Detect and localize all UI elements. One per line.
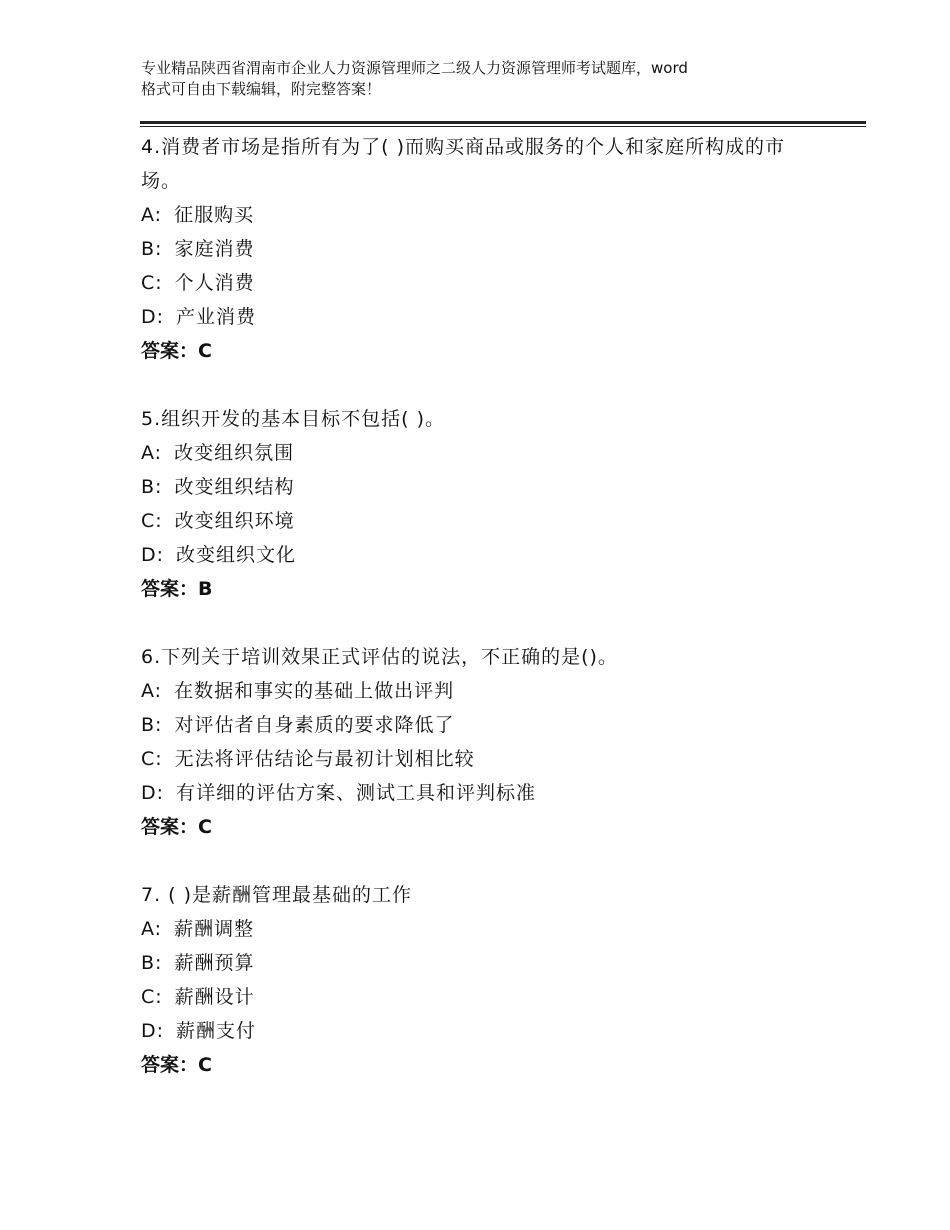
document-header: [141, 58, 841, 100]
option-text: 薪酬调整: [174, 918, 255, 940]
option-text: 个人消费: [174, 272, 255, 294]
option-label: C:: [141, 748, 163, 770]
question-stem: 6.下列关于培训效果正式评估的说法，不正确的是()。: [141, 646, 618, 668]
option-label: B:: [141, 476, 163, 498]
option-a: [141, 912, 821, 946]
header-divider-thin: [140, 126, 866, 127]
option-text: 产业消费: [176, 306, 257, 328]
option-text: 对评估者自身素质的要求降低了: [174, 714, 455, 736]
option-label: C:: [141, 510, 163, 532]
option-text: 改变组织结构: [174, 476, 295, 498]
option-label: B:: [141, 952, 163, 974]
header-line-1: 专业精品陕西省渭南市企业人力资源管理师之二级人力资源管理师考试题库，word: [141, 59, 688, 77]
option-b: [141, 470, 821, 504]
option-a: [141, 198, 821, 232]
option-label: C:: [141, 986, 163, 1008]
question-4: [141, 130, 821, 368]
question-list: [141, 130, 821, 1116]
question-7: [141, 878, 821, 1082]
option-label: B:: [141, 238, 163, 260]
option-label: C:: [141, 272, 163, 294]
option-text: 改变组织环境: [174, 510, 295, 532]
option-c: [141, 504, 821, 538]
question-stem: 4.消费者市场是指所有为了( )而购买商品或服务的个人和家庭所构成的市场。: [141, 136, 785, 192]
option-c: [141, 980, 821, 1014]
answer: 答案：C: [141, 1054, 212, 1076]
option-text: 无法将评估结论与最初计划相比较: [174, 748, 475, 770]
option-label: A:: [141, 680, 163, 702]
option-d: [141, 538, 821, 572]
option-text: 改变组织文化: [176, 544, 297, 566]
question-5: [141, 402, 821, 606]
option-a: [141, 436, 821, 470]
option-text: 薪酬预算: [174, 952, 255, 974]
option-text: 改变组织氛围: [174, 442, 295, 464]
option-text: 征服购买: [174, 204, 255, 226]
option-text: 薪酬支付: [176, 1020, 257, 1042]
option-label: A:: [141, 918, 163, 940]
option-text: 薪酬设计: [174, 986, 255, 1008]
option-d: [141, 776, 821, 810]
option-d: [141, 1014, 821, 1048]
option-label: A:: [141, 442, 163, 464]
answer: 答案：C: [141, 816, 212, 838]
header-line-2: 格式可自由下载编辑，附完整答案！: [141, 80, 382, 98]
option-label: D:: [141, 1020, 165, 1042]
header-divider-thick: [140, 121, 866, 124]
option-b: [141, 708, 821, 742]
answer: 答案：B: [141, 578, 213, 600]
option-label: D:: [141, 544, 165, 566]
option-d: [141, 300, 821, 334]
option-label: B:: [141, 714, 163, 736]
option-text: 家庭消费: [174, 238, 255, 260]
option-label: A:: [141, 204, 163, 226]
option-b: [141, 946, 821, 980]
question-stem: 5.组织开发的基本目标不包括( )。: [141, 408, 445, 430]
option-c: [141, 266, 821, 300]
option-text: 在数据和事实的基础上做出评判: [174, 680, 455, 702]
question-6: [141, 640, 821, 844]
option-text: 有详细的评估方案、测试工具和评判标准: [176, 782, 537, 804]
option-label: D:: [141, 306, 165, 328]
option-a: [141, 674, 821, 708]
question-stem: 7. ( )是薪酬管理最基础的工作: [141, 884, 413, 906]
option-label: D:: [141, 782, 165, 804]
option-c: [141, 742, 821, 776]
answer: 答案：C: [141, 340, 212, 362]
option-b: [141, 232, 821, 266]
